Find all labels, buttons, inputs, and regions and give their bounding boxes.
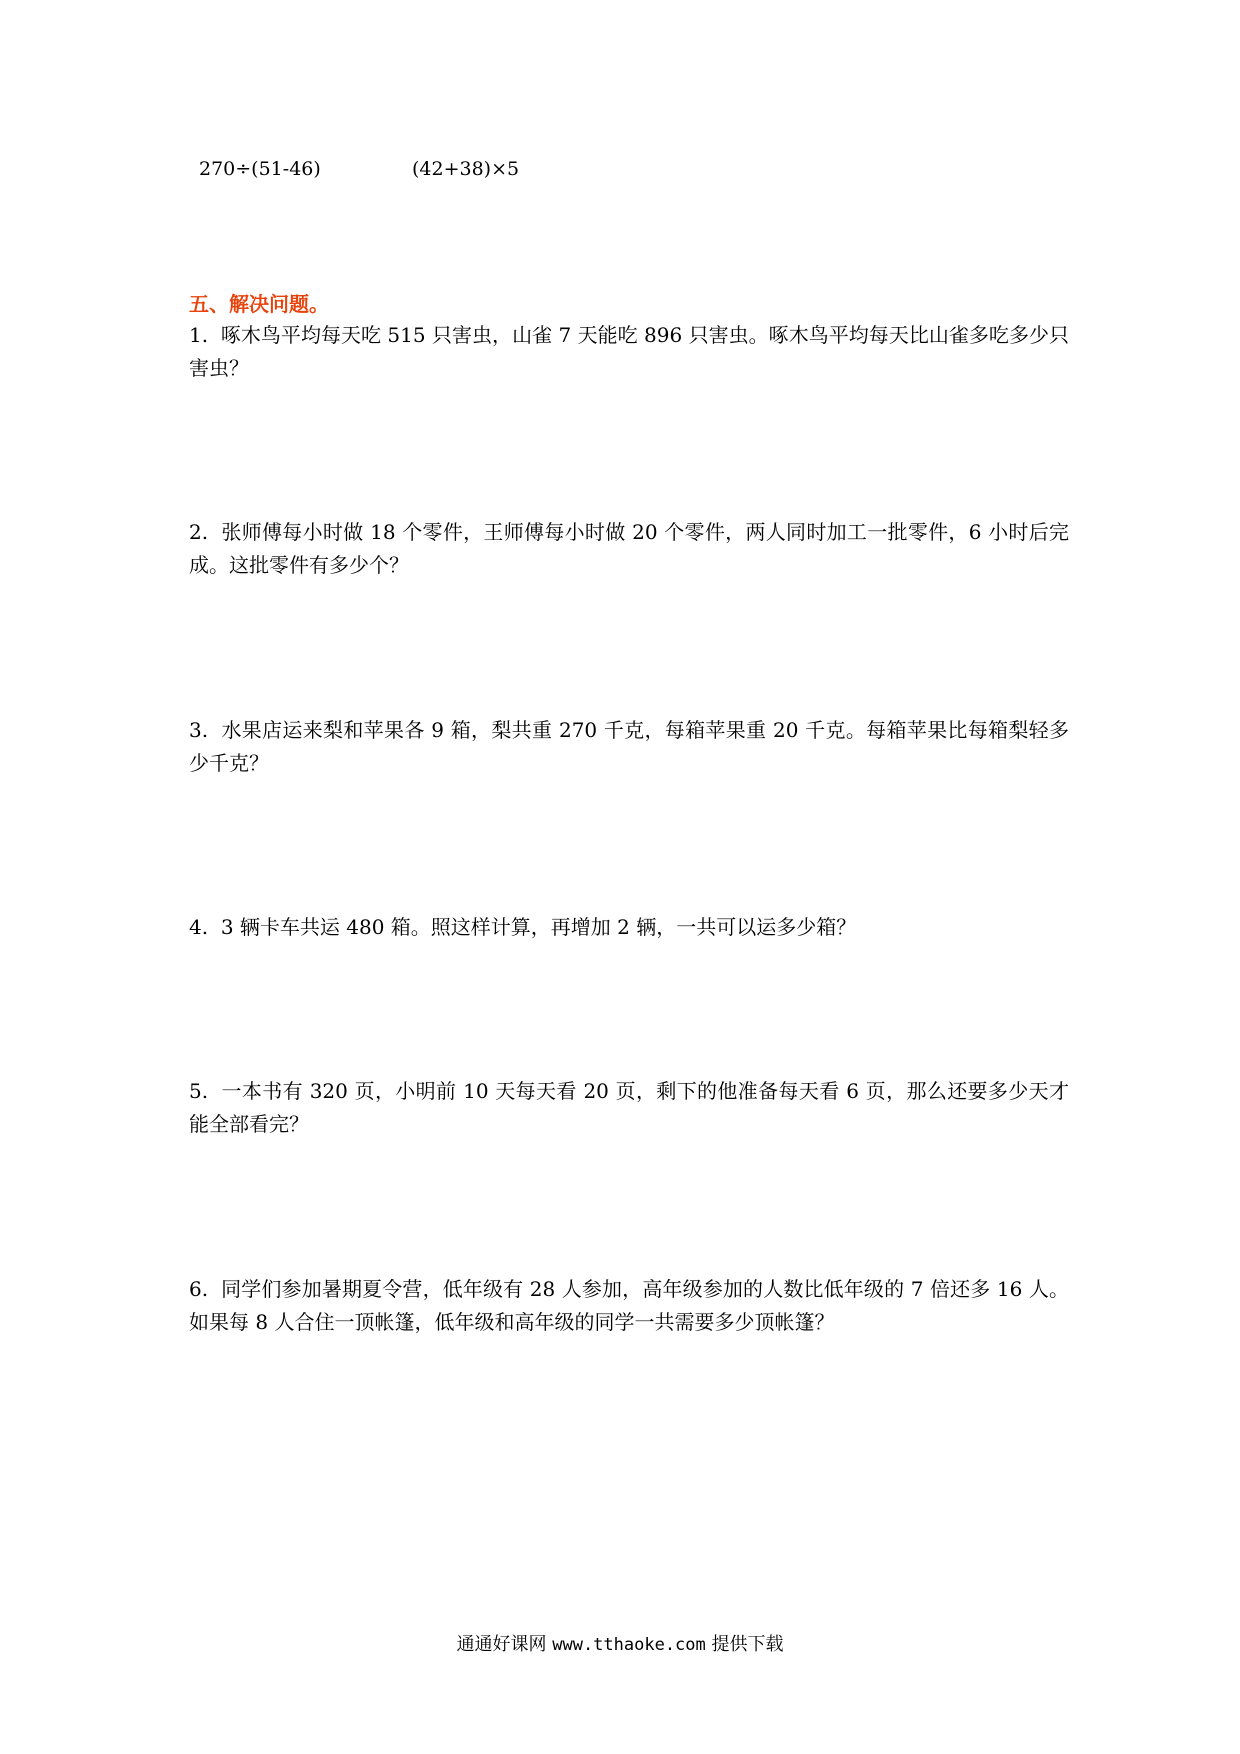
problem-number: 5. [189, 1079, 209, 1103]
problem-6 [189, 1273, 1069, 1339]
calc-expression-1: 270÷(51-46) [199, 158, 321, 180]
problem-text: 一本书有 320 页，小明前 10 天每天看 20 页，剩下的他准备每天看 6 页，那么还要多少天才能全部看完？ [189, 1079, 1069, 1136]
problem-text: 张师傅每小时做 18 个零件，王师傅每小时做 20 个零件，两人同时加工一批零件，6 小时后完成。这批零件有多少个？ [189, 520, 1069, 577]
problem-number: 6. [189, 1277, 209, 1301]
problem-5 [189, 1075, 1069, 1141]
problem-2 [189, 516, 1069, 582]
calc-expression-2: (42+38)×5 [412, 158, 520, 180]
problem-text: 啄木鸟平均每天吃 515 只害虫，山雀 7 天能吃 896 只害虫。啄木鸟平均每天比山雀多吃多少只害虫？ [189, 323, 1069, 380]
problem-number: 3. [189, 718, 209, 742]
problem-number: 2. [189, 520, 209, 544]
problem-number: 1. [189, 323, 209, 347]
problem-text: 水果店运来梨和苹果各 9 箱，梨共重 270 千克，每箱苹果重 20 千克。每箱苹果比每箱梨轻多少千克？ [189, 718, 1069, 775]
footer-site-name: 通通好课网 [456, 1634, 547, 1655]
problem-1 [189, 319, 1069, 385]
problem-4 [189, 911, 1069, 944]
problem-text: 3 辆卡车共运 480 箱。照这样计算，再增加 2 辆，一共可以运多少箱？ [220, 915, 857, 939]
footer-url-link[interactable]: www.tthaoke.com [552, 1635, 706, 1655]
page-footer [0, 1632, 1240, 1658]
problem-text: 同学们参加暑期夏令营，低年级有 28 人参加，高年级参加的人数比低年级的 7 倍还多 16 人。如果每 8 人合住一顶帐篷，低年级和高年级的同学一共需要多少顶帐篷？ [189, 1277, 1069, 1334]
problem-number: 4. [189, 915, 209, 939]
section-title: 五、解决问题。 [189, 292, 329, 316]
problem-3 [189, 714, 1069, 780]
footer-suffix: 提供下载 [711, 1634, 784, 1655]
